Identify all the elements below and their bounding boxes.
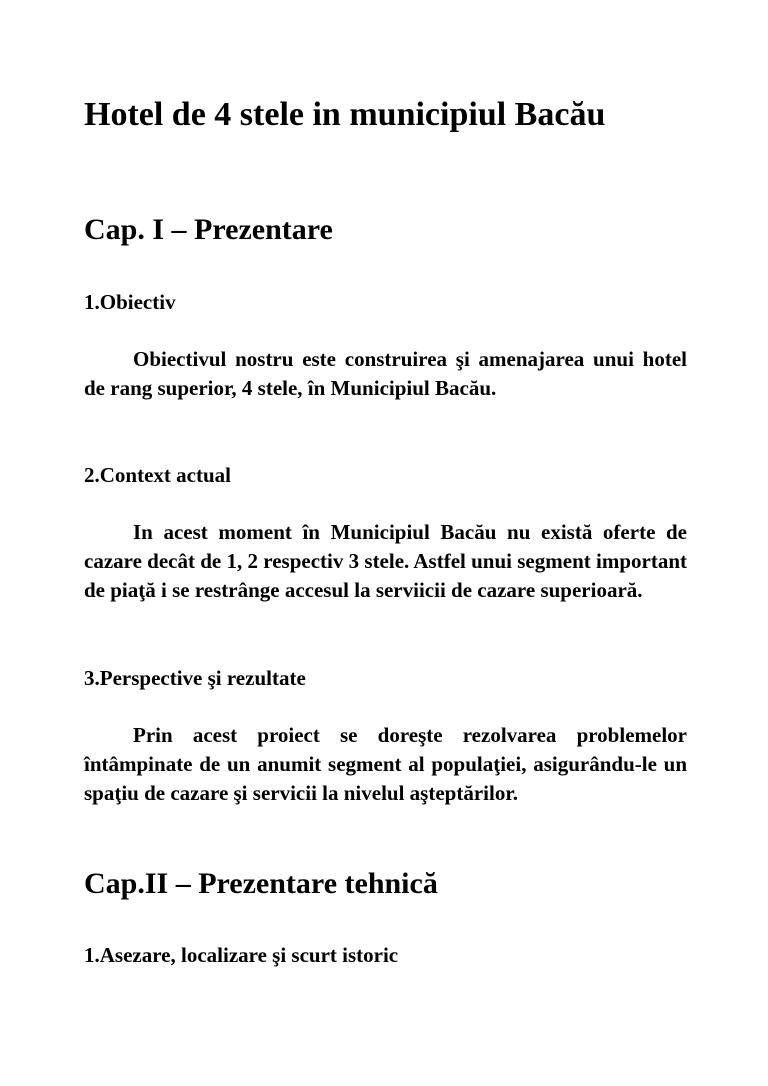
chapter-heading-2: Cap.II – Prezentare tehnică bbox=[84, 867, 438, 900]
section-heading-location-history: 1.Asezare, localizare şi scurt istoric bbox=[84, 943, 399, 967]
section-heading-objective: 1.Obiectiv bbox=[84, 290, 176, 314]
document-title: Hotel de 4 stele in municipiul Bacău bbox=[84, 96, 606, 133]
section-paragraph-objective: Obiectivul nostru este construirea şi amenajarea unui hotel de rang superior, 4 stele, în Municipiul Bacău. bbox=[84, 347, 687, 400]
section-paragraph-perspectives-results: Prin acest proiect se doreşte rezolvarea problemelor întâmpinate de un anumit segment al populaţiei, asigurându-le un spaţiu de cazare şi servicii la nivelul aşteptărilor. bbox=[84, 723, 687, 805]
section-heading-current-context: 2.Context actual bbox=[84, 463, 231, 487]
section-heading-perspectives-results: 3.Perspective şi rezultate bbox=[84, 666, 306, 690]
section-paragraph-current-context: In acest moment în Municipiul Bacău nu există oferte de cazare decât de 1, 2 respectiv 3 stele. Astfel unui segment important de piaţă i se restrânge accesul la serviicii de cazare superioară. bbox=[84, 520, 687, 602]
chapter-heading-1: Cap. I – Prezentare bbox=[84, 213, 333, 246]
